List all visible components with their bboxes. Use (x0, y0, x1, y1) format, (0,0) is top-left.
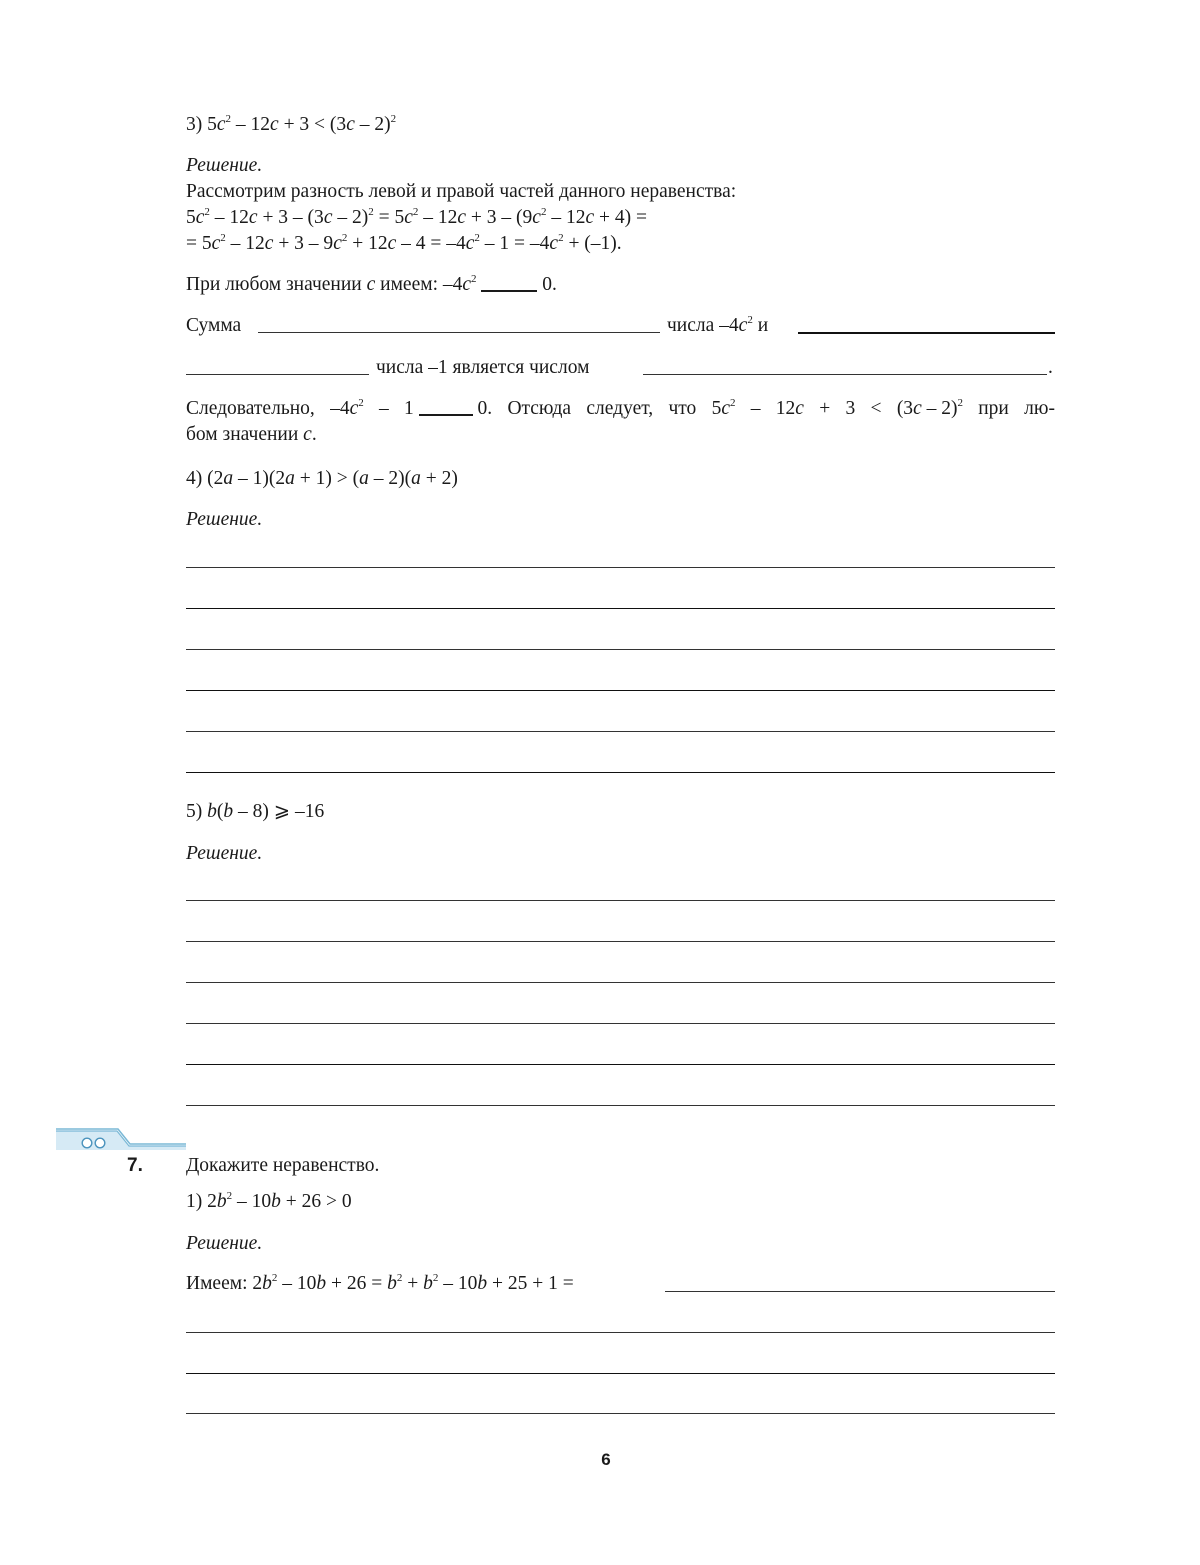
task5-label: 5) b(b – 8) ⩾ –16 (186, 801, 325, 822)
answer-blank[interactable] (419, 398, 473, 416)
task7-have-line: Имеем: $2b^2 - 10b + 26 = b^2 + b^2 - 10b + 25 + 1$ = (186, 1272, 574, 1294)
period: . (1048, 357, 1053, 378)
writing-line[interactable] (186, 982, 1055, 983)
page-number: 6 (601, 1450, 611, 1469)
writing-line[interactable] (186, 941, 1055, 942)
task7-sub1-label: 1) $2b^2 - 10b + 26 > 0$ (186, 1190, 352, 1212)
answer-line[interactable] (186, 374, 369, 375)
task3-line3: = $5c^2 - 12c + 3 - 9c^2 + 12c - 4 = -4c^2 - 1 = -4c^2 + (-1)$. (186, 232, 622, 254)
task3-line1: Рассмотрим разность левой и правой частей данного неравенства: (186, 181, 737, 202)
writing-line[interactable] (186, 608, 1055, 609)
writing-line[interactable] (186, 649, 1055, 650)
answer-line[interactable] (665, 1291, 1055, 1292)
writing-line[interactable] (186, 1105, 1055, 1106)
task3-solution-label: Решение. (186, 155, 263, 176)
task3-any-value: При любом значении c имеем: $-4c^2$ 0. (186, 273, 557, 295)
writing-line[interactable] (186, 1373, 1055, 1374)
writing-line[interactable] (186, 567, 1055, 568)
writing-line[interactable] (186, 1332, 1055, 1333)
task3-line2: $5c^2 - 12c + 3 - (3c - 2)^2 = 5c^2 - 12c + 3 - (9c^2 - 12c + 4)$ = (186, 206, 647, 228)
task7-solution-label: Решение. (186, 1233, 263, 1254)
two-circles-tab-icon (56, 1126, 188, 1154)
task3-conclusion-end: бом значении c. (186, 424, 317, 445)
writing-line[interactable] (186, 1064, 1055, 1065)
answer-line[interactable] (258, 332, 660, 333)
writing-line[interactable] (186, 772, 1055, 773)
task7-number: 7. (127, 1155, 143, 1176)
task5-solution-label: Решение. (186, 843, 263, 864)
writing-line[interactable] (186, 690, 1055, 691)
answer-line[interactable] (643, 374, 1047, 375)
task7-title: Докажите неравенство. (186, 1155, 380, 1176)
task3-sum-line-mid: числа $-4c^2$ и (667, 314, 769, 336)
task3-label: 3) $5c^2 - 12c + 3 < (3c - 2)^2$ (186, 113, 397, 135)
answer-blank[interactable] (481, 274, 537, 292)
task3-sum-line: Сумма (186, 315, 242, 336)
task4-solution-label: Решение. (186, 509, 263, 530)
writing-line[interactable] (186, 900, 1055, 901)
task3-number-line: числа –1 является числом (376, 357, 590, 378)
writing-line[interactable] (186, 1023, 1055, 1024)
task3-conclusion: Следовательно, $-4c^2$ – 1 0. Отсюда следует, что $5c^2$ – 12c + 3 < (3c – 2)$^2$ при лю- (186, 397, 1055, 419)
writing-line[interactable] (186, 1413, 1055, 1414)
writing-line[interactable] (186, 731, 1055, 732)
task4-label: 4) (2a – 1)(2a + 1) > (a – 2)(a + 2) (186, 468, 458, 489)
answer-line[interactable] (798, 332, 1055, 334)
